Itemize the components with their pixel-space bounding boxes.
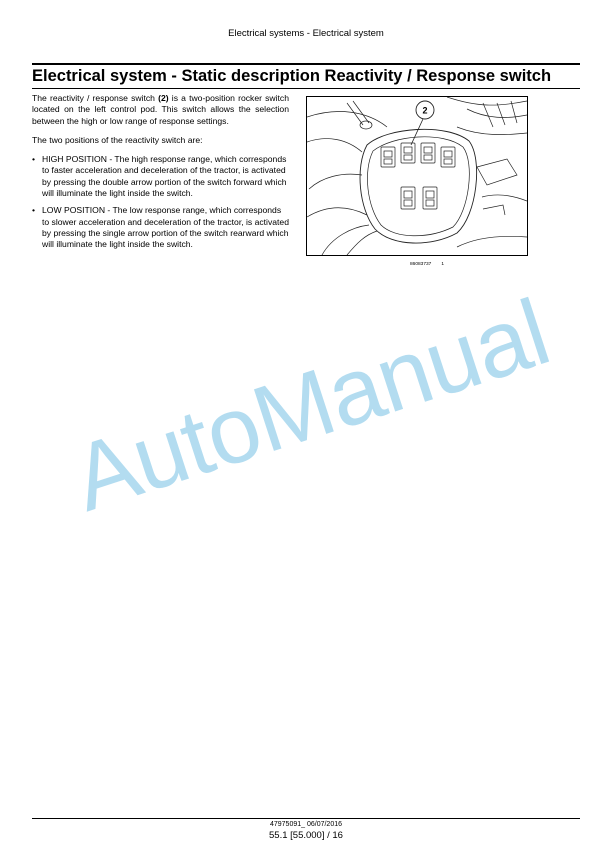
control-pod-illustration	[306, 96, 528, 256]
figure-callout: 2	[422, 105, 428, 116]
list-item-text: LOW POSITION - The low response range, which corresponds to slower acceleration and deceleration of the tractor, is activated by pressing the single arrow portion of the switch rearward which will illuminate the light inside the switch.	[42, 205, 289, 250]
intro-paragraph: The reactivity / response switch (2) is a two-position rocker switch located on the left control pod. This switch allows the selection between the high or low range of response settings.	[32, 93, 289, 126]
figure-image-code: 86083737	[410, 262, 432, 267]
watermark: AutoManual	[60, 279, 561, 531]
list-item	[32, 154, 289, 199]
bullet-icon: •	[32, 154, 36, 165]
figure-caption	[410, 262, 444, 267]
footer-doc-ref: 47975091_ 06/07/2016	[269, 821, 343, 828]
callout-ref: (2)	[158, 93, 169, 103]
body-text	[32, 93, 289, 257]
header-rule	[32, 63, 580, 65]
list-item	[32, 205, 289, 250]
list-item-text: HIGH POSITION - The high response range, which corresponds to faster acceleration and deceleration of the tractor, is activated by pressing the double arrow portion of the switch forward which will illuminate the light inside the switch.	[42, 154, 287, 199]
running-header: Electrical systems - Electrical system	[228, 28, 384, 39]
title-rule	[32, 88, 580, 89]
section-title: Electrical system - Static description Reactivity / Response switch	[32, 67, 552, 85]
positions-list	[32, 154, 289, 250]
bullet-icon: •	[32, 205, 36, 216]
positions-intro: The two positions of the reactivity switch are:	[32, 134, 203, 145]
footer-rule	[32, 818, 580, 819]
footer-page-number: 55.1 [55.000] / 16	[269, 830, 343, 841]
figure-number: 1	[441, 262, 445, 267]
